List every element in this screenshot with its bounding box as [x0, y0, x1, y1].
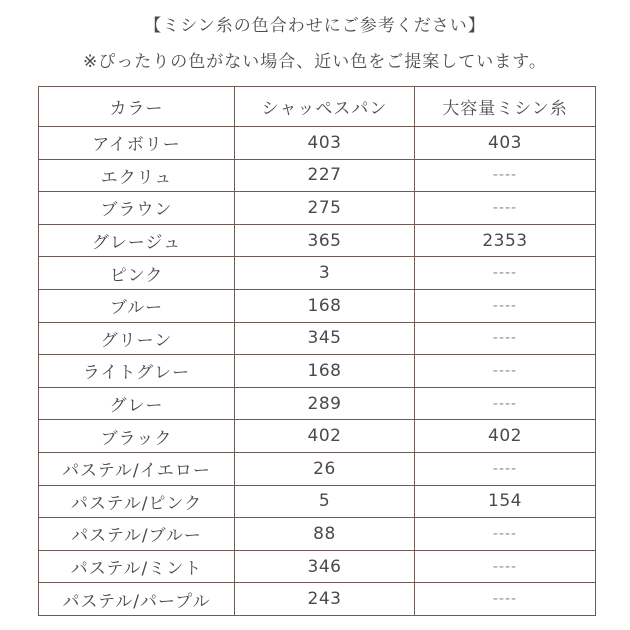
- cell-schappe-number: 345: [235, 322, 415, 355]
- cell-large-thread-number: ----: [415, 289, 596, 322]
- cell-color-name: ブルー: [39, 289, 235, 322]
- table-row: [39, 420, 596, 453]
- cell-schappe-number: 88: [235, 518, 415, 551]
- cell-color-name: グレー: [39, 387, 235, 420]
- cell-color-name: パステル/ピンク: [39, 485, 235, 518]
- cell-large-thread-number: ----: [415, 387, 596, 420]
- thread-color-table-container: [38, 86, 595, 616]
- cell-schappe-number: 5: [235, 485, 415, 518]
- cell-color-name: アイボリー: [39, 127, 235, 160]
- table-row: [39, 452, 596, 485]
- cell-large-thread-number: 2353: [415, 224, 596, 257]
- header-large-thread: 大容量ミシン糸: [415, 87, 596, 127]
- cell-large-thread-number: ----: [415, 518, 596, 551]
- cell-schappe-number: 243: [235, 583, 415, 616]
- table-row: [39, 159, 596, 192]
- table-row: [39, 192, 596, 225]
- cell-large-thread-number: ----: [415, 322, 596, 355]
- cell-schappe-number: 289: [235, 387, 415, 420]
- cell-schappe-number: 168: [235, 289, 415, 322]
- cell-schappe-number: 3: [235, 257, 415, 290]
- table-row: [39, 485, 596, 518]
- cell-large-thread-number: ----: [415, 192, 596, 225]
- cell-large-thread-number: ----: [415, 257, 596, 290]
- table-header-row: [39, 87, 596, 127]
- table-row: [39, 127, 596, 160]
- cell-schappe-number: 275: [235, 192, 415, 225]
- cell-color-name: ブラック: [39, 420, 235, 453]
- cell-schappe-number: 168: [235, 355, 415, 388]
- cell-schappe-number: 346: [235, 550, 415, 583]
- cell-schappe-number: 403: [235, 127, 415, 160]
- table-row: [39, 257, 596, 290]
- thread-color-table: [38, 86, 596, 616]
- cell-schappe-number: 227: [235, 159, 415, 192]
- table-row: [39, 289, 596, 322]
- cell-color-name: エクリュ: [39, 159, 235, 192]
- cell-large-thread-number: ----: [415, 452, 596, 485]
- cell-large-thread-number: ----: [415, 355, 596, 388]
- cell-color-name: パステル/ブルー: [39, 518, 235, 551]
- page-title: 【ミシン糸の色合わせにご参考ください】: [144, 16, 486, 36]
- cell-large-thread-number: ----: [415, 550, 596, 583]
- cell-schappe-number: 402: [235, 420, 415, 453]
- cell-color-name: グレージュ: [39, 224, 235, 257]
- table-row: [39, 387, 596, 420]
- cell-color-name: ピンク: [39, 257, 235, 290]
- cell-schappe-number: 26: [235, 452, 415, 485]
- page-subtitle-note: ※ぴったりの色がない場合、近い色をご提案しています。: [83, 52, 547, 72]
- cell-large-thread-number: ----: [415, 159, 596, 192]
- cell-color-name: グリーン: [39, 322, 235, 355]
- cell-schappe-number: 365: [235, 224, 415, 257]
- header-schappe-spun: シャッペスパン: [235, 87, 415, 127]
- cell-color-name: パステル/パープル: [39, 583, 235, 616]
- cell-color-name: パステル/イエロー: [39, 452, 235, 485]
- table-row: [39, 583, 596, 616]
- cell-color-name: ライトグレー: [39, 355, 235, 388]
- cell-large-thread-number: 154: [415, 485, 596, 518]
- cell-large-thread-number: 402: [415, 420, 596, 453]
- cell-color-name: パステル/ミント: [39, 550, 235, 583]
- table-row: [39, 355, 596, 388]
- cell-large-thread-number: ----: [415, 583, 596, 616]
- table-row: [39, 322, 596, 355]
- cell-large-thread-number: 403: [415, 127, 596, 160]
- table-row: [39, 518, 596, 551]
- table-row: [39, 224, 596, 257]
- cell-color-name: ブラウン: [39, 192, 235, 225]
- table-body: [39, 127, 596, 616]
- table-row: [39, 550, 596, 583]
- header-color: カラー: [39, 87, 235, 127]
